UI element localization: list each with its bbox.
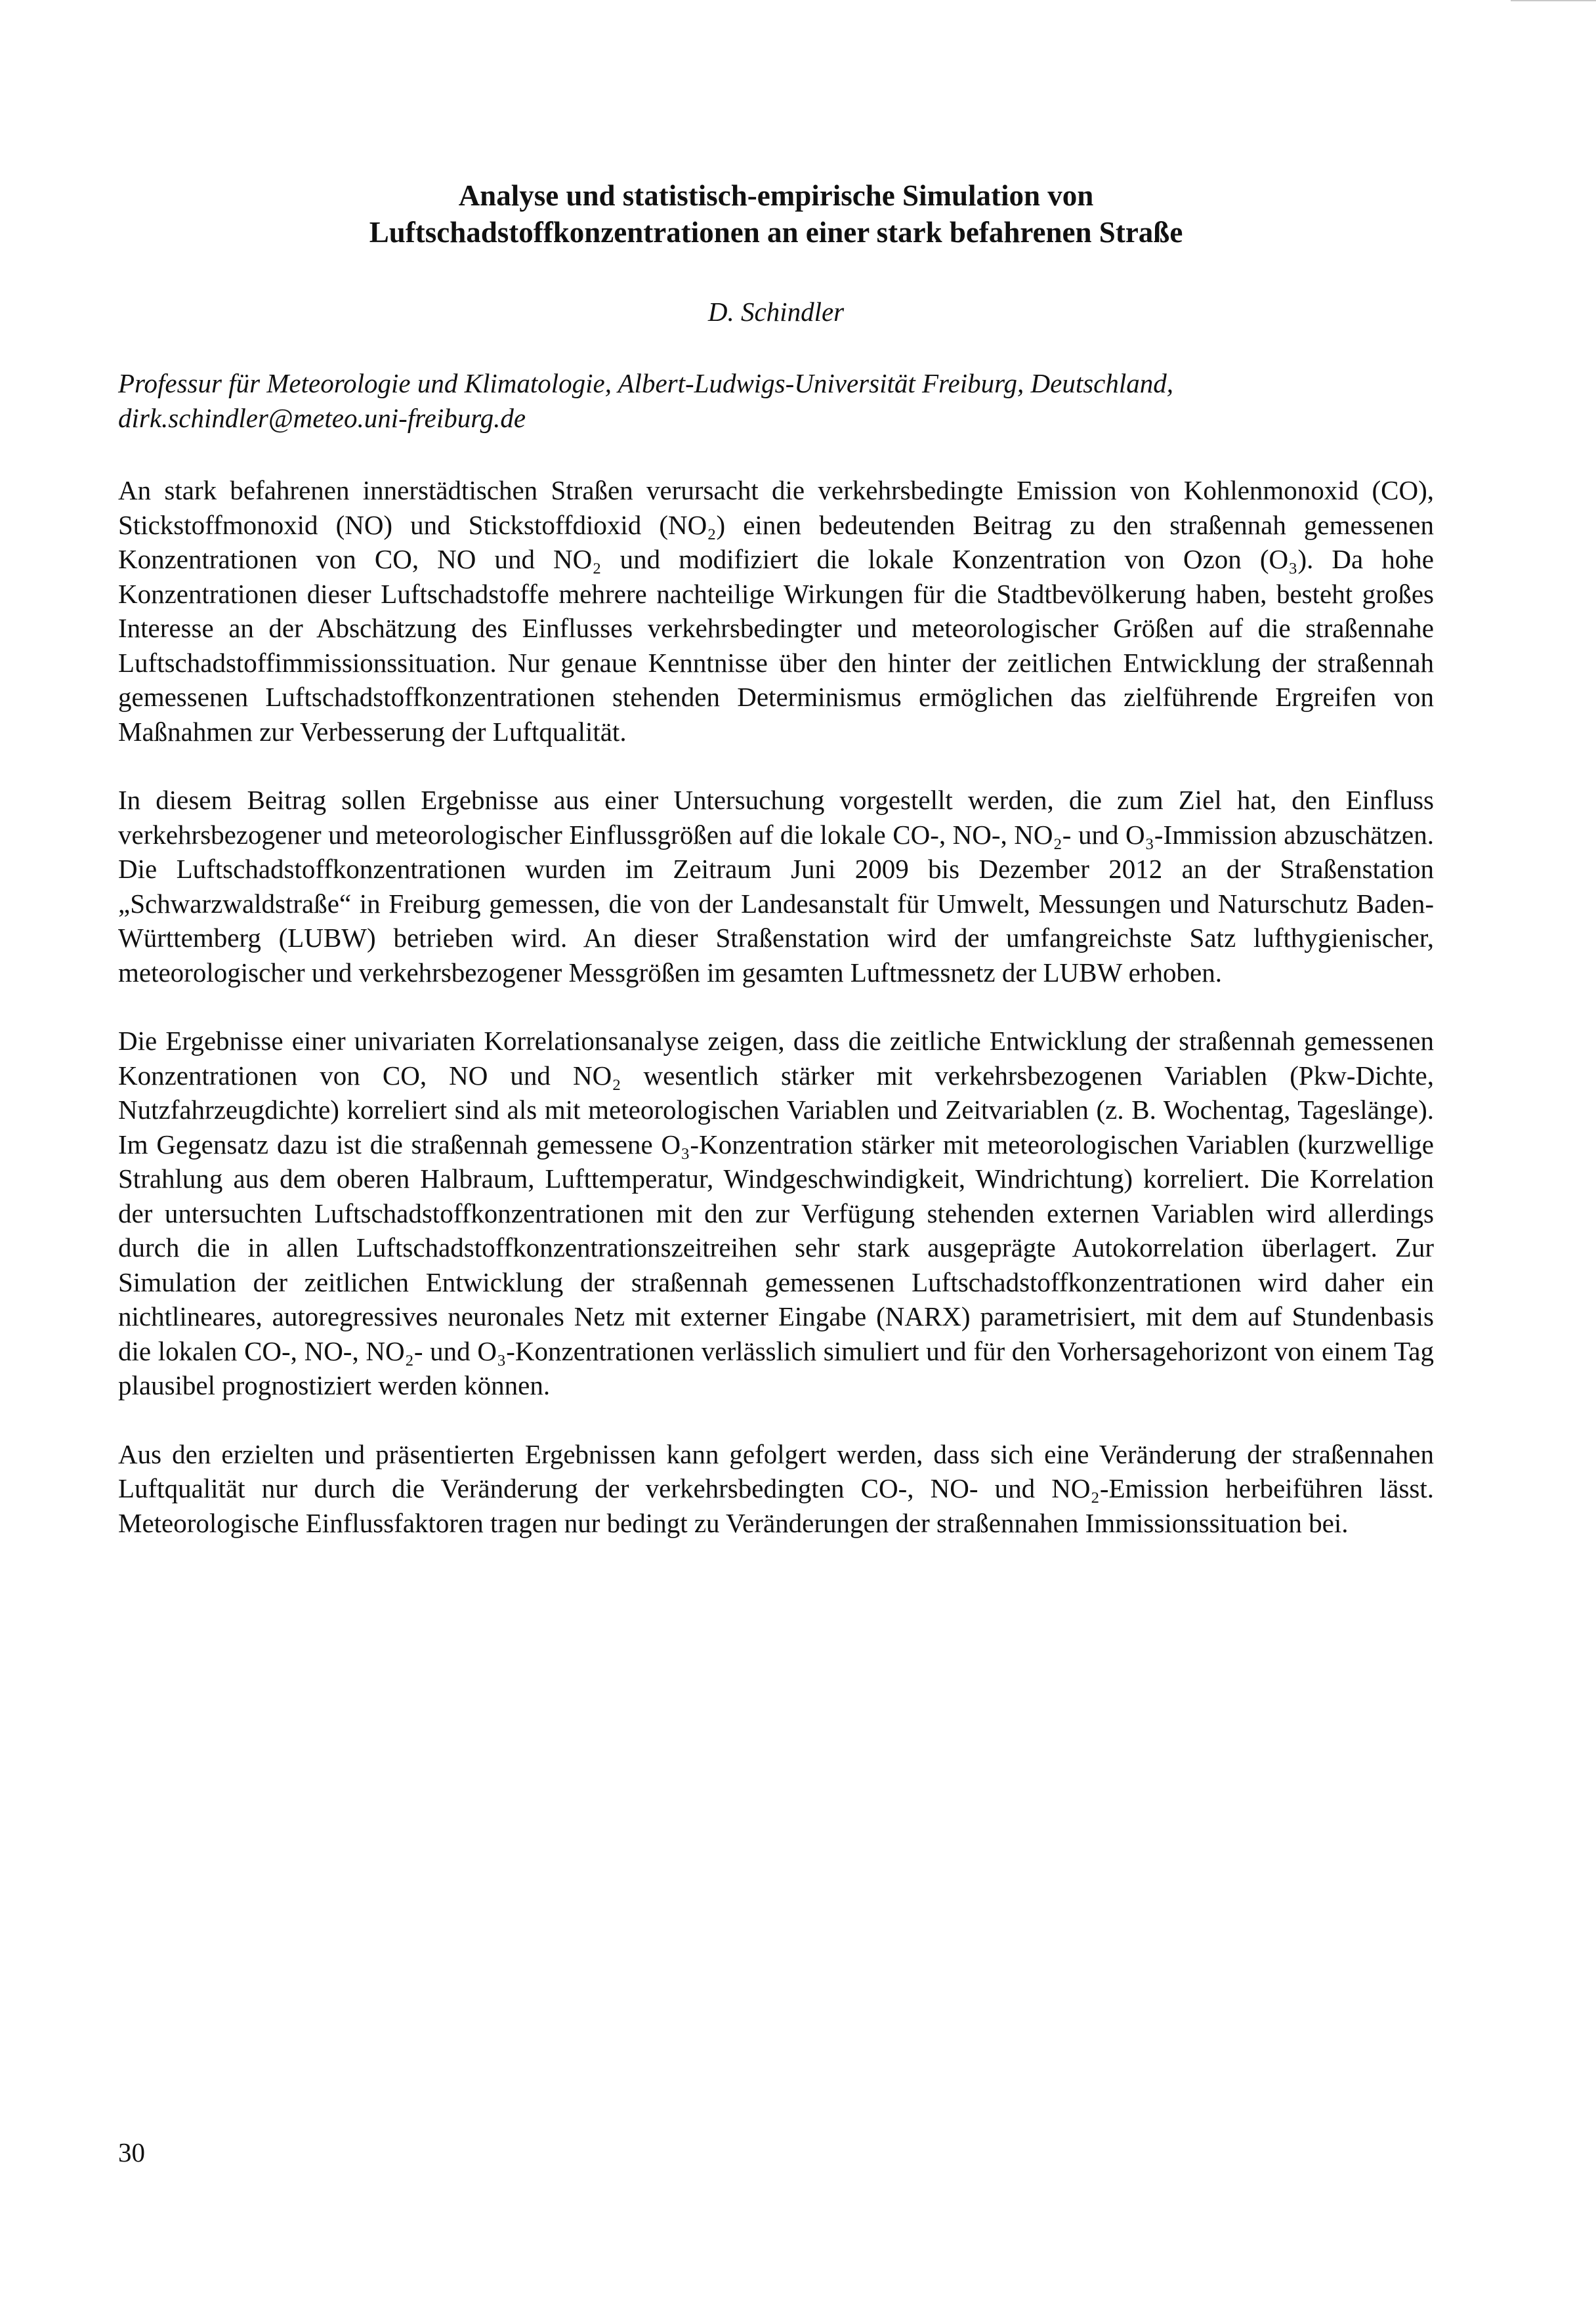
title-line-1: Analyse und statistisch-empirische Simulation von bbox=[458, 179, 1094, 212]
page-number: 30 bbox=[118, 2137, 145, 2167]
abstract-paragraph-3: Die Ergebnisse einer univariaten Korrelationsanalyse zeigen, dass die zeitliche Entwicklung der straßennah gemessenen Konzentrationen von CO, NO und NO₂ wesentlich stärker mit verkehrsbezogenen Variablen (Pkw-Dichte, Nutzfahrzeugdichte) korreliert sind als mit meteorologischen Variablen und Zeitvariablen (z. B. Wochentag, Tageslänge). Im Gegensatz dazu ist die straßennah gemessene O₃-Konzentration stärker mit meteorologischen Variablen (kurzwellige Strahlung aus dem oberen Halbraum, Lufttemperatur, Windgeschwindigkeit, Windrichtung) korreliert. Die Korrelation der untersuchten Luftschadstoffkonzentrationen mit den zur Verfügung stehenden externen Variablen wird allerdings durch die in allen Luftschadstoffkonzentrationszeitreihen sehr stark ausgeprägte Autokorrelation überlagert. Zur Simulation der zeitlichen Entwicklung der straßennah gemessenen Luftschadstoffkonzentrationen wird daher ein nichtlineares, autoregressives neuronales Netz mit externer Eingabe (NARX) parametrisiert, mit dem auf Stundenbasis die lokalen CO-, NO-, NO₂- und O₃-Konzentrationen verlässlich simuliert und für den Vorhersagehorizont von einem Tag plausibel prognostiziert werden können. bbox=[118, 1026, 1434, 1400]
author-affiliation bbox=[118, 366, 1434, 436]
scan-edge-mark bbox=[1511, 0, 1596, 1]
affiliation-line-1: Professur für Meteorologie und Klimatologie, Albert-Ludwigs-Universität Freiburg, Deutschland, bbox=[118, 368, 1174, 398]
abstract-page bbox=[118, 177, 1434, 1540]
abstract-paragraph-1: An stark befahrenen innerstädtischen Straßen verursacht die verkehrsbedingte Emission von Kohlenmonoxid (CO), Stickstoffmonoxid (NO) und Stickstoffdioxid (NO₂) einen bedeutenden Beitrag zu den straßennah gemessenen Konzentrationen von CO, NO und NO₂ und modifiziert die lokale Konzentration von Ozon (O₃). Da hohe Konzentrationen dieser Luftschadstoffe mehrere nachteilige Wirkungen für die Stadtbevölkerung haben, besteht großes Interesse an der Abschätzung des Einflusses verkehrsbedingter und meteorologischer Größen auf die straßennahe Luftschadstoffimmissionssituation. Nur genaue Kenntnisse über den hinter der zeitlichen Entwicklung der straßennah gemessenen Luftschadstoffkonzentrationen stehenden Determinismus ermöglichen das zielführende Ergreifen von Maßnahmen zur Verbesserung der Luftqualität. bbox=[118, 475, 1434, 747]
author-name: D. Schindler bbox=[707, 297, 845, 327]
title-line-2: Luftschadstoffkonzentrationen an einer stark befahrenen Straße bbox=[369, 216, 1183, 249]
affiliation-email: dirk.schindler@meteo.uni-freiburg.de bbox=[118, 403, 526, 433]
paper-title bbox=[118, 177, 1434, 251]
abstract-paragraph-2: In diesem Beitrag sollen Ergebnisse aus einer Untersuchung vorgestellt werden, die zum Ziel hat, den Einfluss verkehrsbezogener und meteorologischer Einflussgrößen auf die lokale CO-, NO-, NO₂- und O₃-Immission abzuschätzen. Die Luftschadstoffkonzentrationen wurden im Zeitraum Juni 2009 bis Dezember 2012 an der Straßenstation „Schwarzwaldstraße“ in Freiburg gemessen, die von der Landesanstalt für Umwelt, Messungen und Naturschutz Baden-Württemberg (LUBW) betrieben wird. An dieser Straßenstation wird der umfangreichste Satz lufthygienischer, meteorologischer und verkehrsbezogener Messgrößen im gesamten Luftmessnetz der LUBW erhoben. bbox=[118, 785, 1434, 988]
abstract-paragraph-4: Aus den erzielten und präsentierten Ergebnissen kann gefolgert werden, dass sich eine Veränderung der straßennahen Luftqualität nur durch die Veränderung der verkehrsbedingten CO-, NO- und NO₂-Emission herbeiführen lässt. Meteorologische Einflussfaktoren tragen nur bedingt zu Veränderungen der straßennahen Immissionssituation bei. bbox=[118, 1438, 1434, 1538]
